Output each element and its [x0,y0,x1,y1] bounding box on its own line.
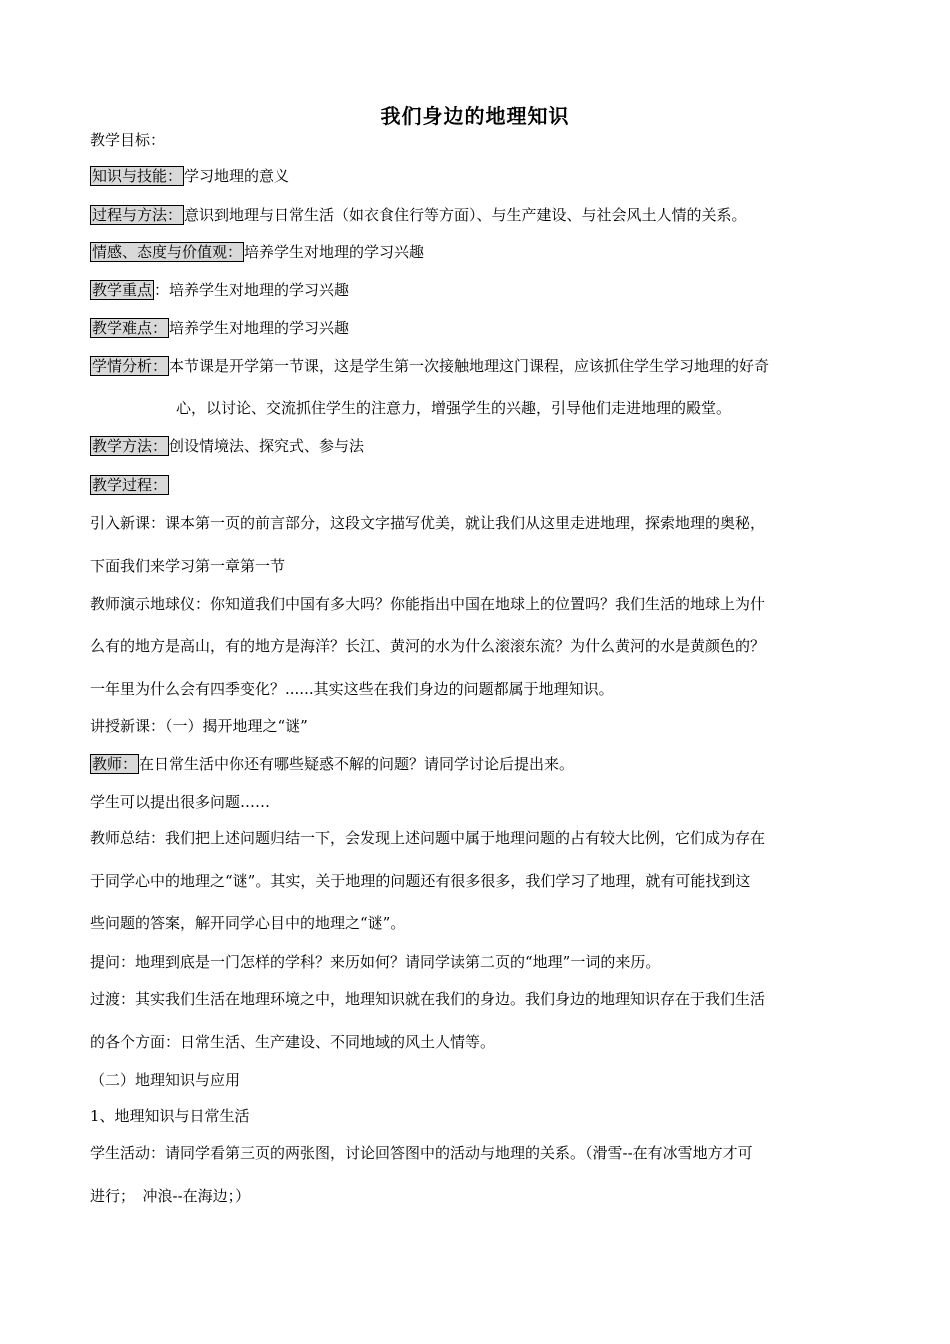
activity-line-1: 学生活动：请同学看第三页的两张图，讨论回答图中的活动与地理的关系。（滑雪--在有冰雪地方才可 [90,1144,753,1162]
document-title: 我们身边的地理知识 [380,104,570,128]
knowledge-text: 学习地理的意义 [184,167,290,185]
analysis-text-1: 本节课是开学第一节课，这是学生第一次接触地理这门课程，应该抓住学生学习地理的好奇 [169,357,770,375]
activity-line-2: 进行； 冲浪--在海边；） [90,1187,251,1205]
knowledge-row [90,166,870,186]
item-one-heading: 1、地理知识与日常生活 [90,1107,250,1125]
emotion-text: 培养学生对地理的学习兴趣 [244,243,425,261]
process-row [90,205,870,225]
process-label: 过程与方法： [92,206,183,224]
difficulty-text: 培养学生对地理的学习兴趣 [169,319,350,337]
teacher-text: 在日常生活中你还有哪些疑惑不解的问题？请同学讨论后提出来。 [139,755,575,773]
emotion-label: 情感、态度与价值观： [92,243,243,261]
globe-line-3: 一年里为什么会有四季变化？......其实这些在我们身边的问题都属于地理知识。 [90,680,614,698]
lecture-line: 讲授新课：（一）揭开地理之“谜” [90,717,308,735]
knowledge-label: 知识与技能： [92,167,183,185]
analysis-row [90,356,870,376]
focus-label: 教学重点 [92,281,153,299]
summary-line-2: 于同学心中的地理之“谜”。其实，关于地理的问题还有很多很多，我们学习了地理，就有可能找到这 [90,872,751,890]
analysis-label: 学情分析： [92,357,168,375]
globe-line-2: 么有的地方是高山，有的地方是海洋？长江、黄河的水为什么滚滚东流？为什么黄河的水是黄颜色的？ [90,637,766,655]
students-line: 学生可以提出很多问题…… [90,793,271,811]
intro-line-2: 下面我们来学习第一章第一节 [90,557,286,575]
globe-line-1: 教师演示地球仪：你知道我们中国有多大吗？你能指出中国在地球上的位置吗？我们生活的地球上为什 [90,595,766,613]
process-text: 意识到地理与日常生活（如衣食住行等方面）、与生产建设、与社会风土人情的关系。 [184,206,747,224]
teacher-row [90,754,870,774]
transition-line-1: 过渡：其实我们生活在地理环境之中，地理知识就在我们的身边。我们身边的地理知识存在于我们生活 [90,990,766,1008]
emotion-row [90,242,870,262]
summary-line-1: 教师总结：我们把上述问题归结一下，会发现上述问题中属于地理问题的占有较大比例，它们成为存在 [90,829,766,847]
focus-text: ：培养学生对地理的学习兴趣 [154,281,350,299]
method-text: 创设情境法、探究式、参与法 [169,437,365,455]
analysis-text-2: 心，以讨论、交流抓住学生的注意力，增强学生的兴趣，引导他们走进地理的殿堂。 [176,399,732,417]
summary-line-3: 些问题的答案，解开同学心目中的地理之“谜”。 [90,914,406,932]
focus-row [90,280,870,300]
procedure-label: 教学过程： [92,476,168,494]
method-label: 教学方法： [92,437,168,455]
question-line: 提问：地理到底是一门怎样的学科？来历如何？请同学读第二页的“地理”一词的来历。 [90,953,661,971]
difficulty-row [90,318,870,338]
objectives-heading: 教学目标： [90,131,166,149]
procedure-row [90,475,870,495]
transition-line-2: 的各个方面：日常生活、生产建设、不同地域的风土人情等。 [90,1033,496,1051]
part-two-heading: （二）地理知识与应用 [90,1071,241,1089]
difficulty-label: 教学难点： [92,319,168,337]
method-row [90,436,870,456]
teacher-label: 教师： [92,755,138,773]
intro-line-1: 引入新课：课本第一页的前言部分，这段文字描写优美，就让我们从这里走进地理，探索地理的奥秘， [90,514,766,532]
